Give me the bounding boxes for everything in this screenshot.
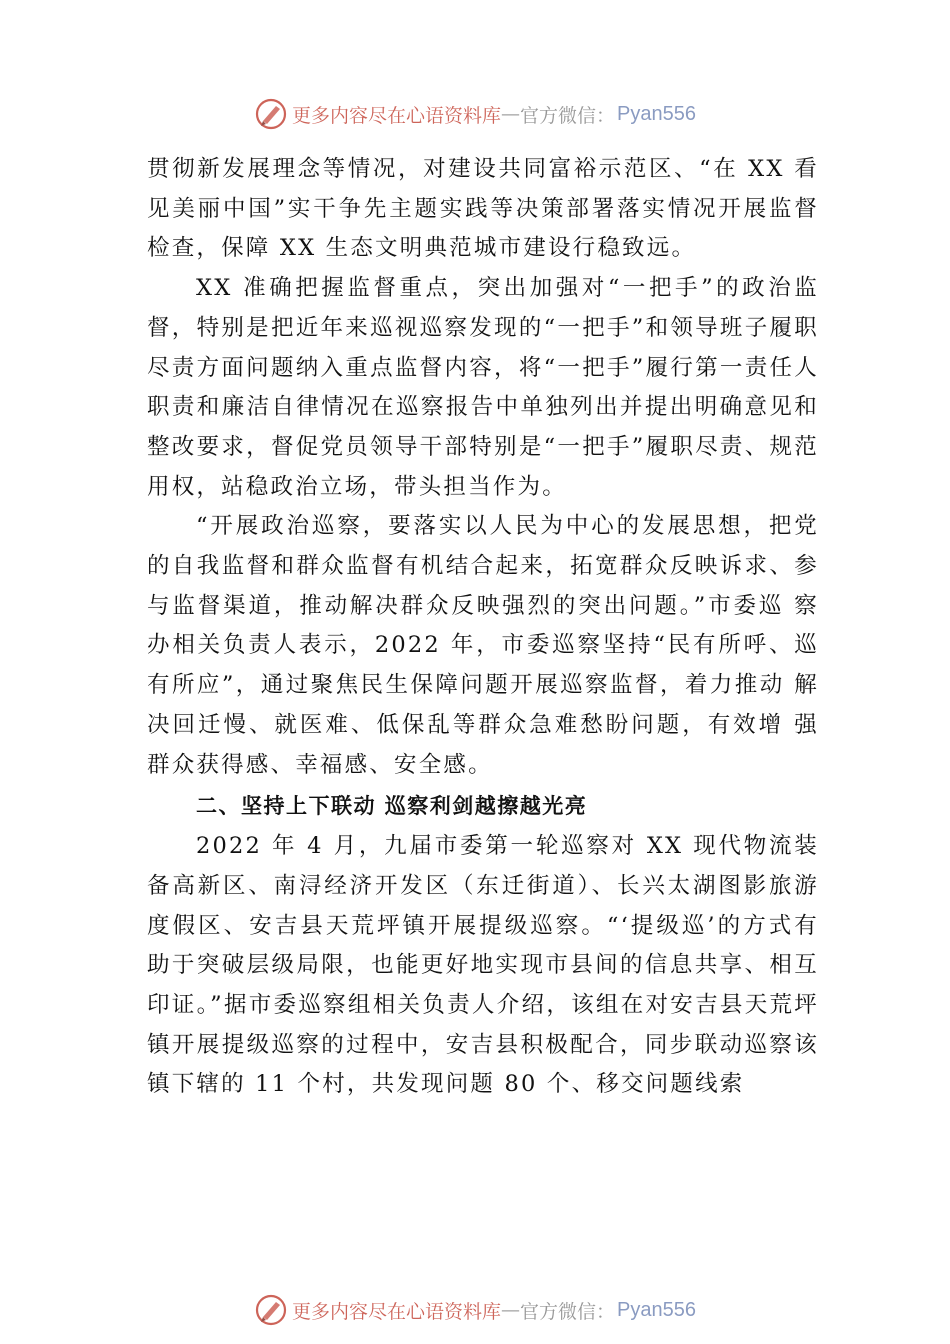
section-heading: 二、坚持上下联动 巡察利剑越擦越光亮 <box>196 794 588 819</box>
watermark-official-label: 官方微信： <box>520 104 616 127</box>
pen-logo-icon <box>254 1293 288 1327</box>
watermark-wechat-id: Pyan556 <box>617 1298 696 1321</box>
watermark-footer <box>0 1290 950 1330</box>
paragraph-2: XX 准确把握监督重点，突出加强对“一把手”的政治监督，特别是把近年来巡视巡察发现的“一把手”和领导班子履职尽责方面问题纳入重点监督内容，将“一把手”履行第一责任人职责和廉洁自律情况在巡察报告中单独列出并提出明确意见和整改要求，督促党员领导干部特别是“一把手”履职尽责、规范用权，站稳政治立场，带头担当作为。 <box>147 275 819 500</box>
document-body <box>147 150 819 1105</box>
watermark-official-label: 官方微信： <box>520 1300 616 1323</box>
paragraph-1: 贯彻新发展理念等情况，对建设共同富裕示范区、“在 XX 看见美丽中国”实干争先主题实践等决策部署落实情况开展监督检查，保障 XX 生态文明典范城市建设行稳致远。 <box>147 156 819 262</box>
watermark-brand: 更多内容尽在心语资料库 <box>292 104 502 127</box>
watermark-header <box>0 94 950 134</box>
watermark-wechat-id: Pyan556 <box>617 102 696 125</box>
watermark-brand: 更多内容尽在心语资料库 <box>292 1300 502 1323</box>
pen-logo-icon <box>254 97 288 131</box>
watermark-separator: — <box>501 1299 521 1321</box>
paragraph-3: “开展政治巡察，要落实以人民为中心的发展思想，把党的自我监督和群众监督有机结合起来，拓宽群众反映诉求、参与监督渠道，推动解决群众反映强烈的突出问题。”市委巡 察办相关负责人表示，2022 年，市委巡察坚持“民有所呼、巡有所应”，通过聚焦民生保障问题开展巡察监督，着力推动 解决回迁慢、就医难、低保乱等群众急难愁盼问题，有效增 强群众获得感、幸福感、安全感。 <box>147 513 819 778</box>
watermark-separator: — <box>501 103 521 125</box>
paragraph-4: 2022 年 4 月，九届市委第一轮巡察对 XX 现代物流装备高新区、南浔经济开发区（东迁街道）、长兴太湖图影旅游度假区、安吉县天荒坪镇开展提级巡察。“‘提级巡’的方式有助于突破层级局限，也能更好地实现市县间的信息共享、相互印证。”据市委巡察组相关负责人介绍，该组在对安吉县天荒坪镇开展提级巡察的过程中，安吉县积极配合，同步联动巡察该镇下辖的 11 个村，共发现问题 80 个、移交问题线索 <box>147 833 819 1098</box>
